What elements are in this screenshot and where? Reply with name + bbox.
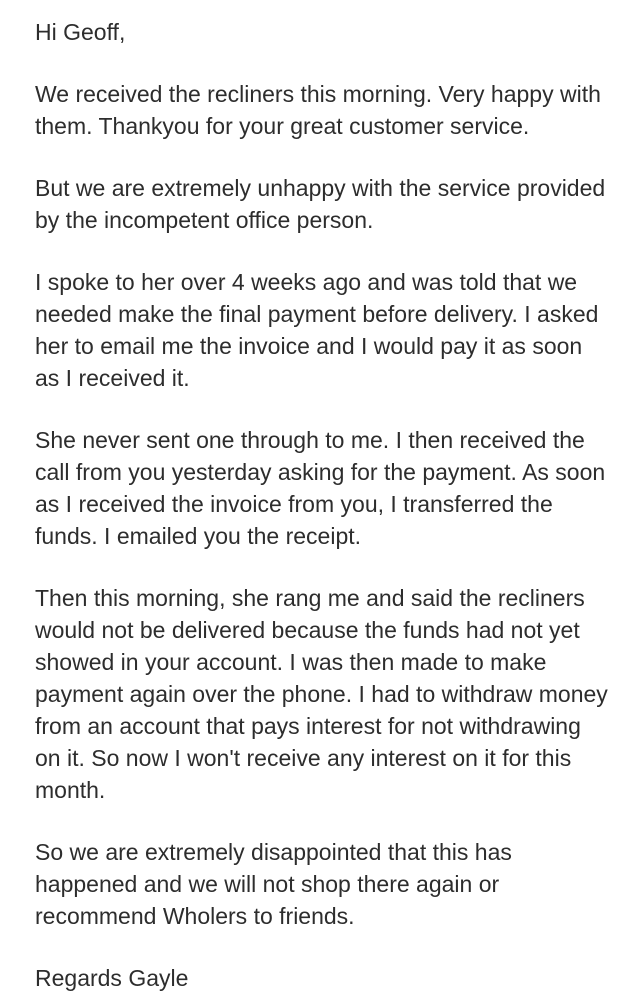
paragraph-spoke-four-weeks-ago: I spoke to her over 4 weeks ago and was told that we needed make the final payment before delivery. I asked her to email me the invoice and I would pay it as soon as I received it.: [35, 269, 599, 391]
greeting: Hi Geoff,: [35, 19, 126, 45]
paragraph-recliners-received: We received the recliners this morning. Very happy with them. Thankyou for your great customer service.: [35, 81, 601, 139]
paragraph-never-sent-invoice: She never sent one through to me. I then received the call from you yesterday asking for the payment. As soon as I received the invoice from you, I transferred the funds. I emailed you the receipt.: [35, 427, 606, 549]
paragraph-disappointed: So we are extremely disappointed that this has happened and we will not shop there again or recommend Wholers to friends.: [35, 839, 512, 929]
paragraph-unhappy-service: But we are extremely unhappy with the service provided by the incompetent office person.: [35, 175, 606, 233]
paragraph-this-morning-payment: Then this morning, she rang me and said the recliners would not be delivered because the funds had not yet showed in your account. I was then made to make payment again over the phone. I had to withdraw money from an account that pays interest for not withdrawing on it. So now I won't receive any interest on it for this month.: [35, 585, 608, 803]
signoff: Regards Gayle: [35, 965, 189, 991]
